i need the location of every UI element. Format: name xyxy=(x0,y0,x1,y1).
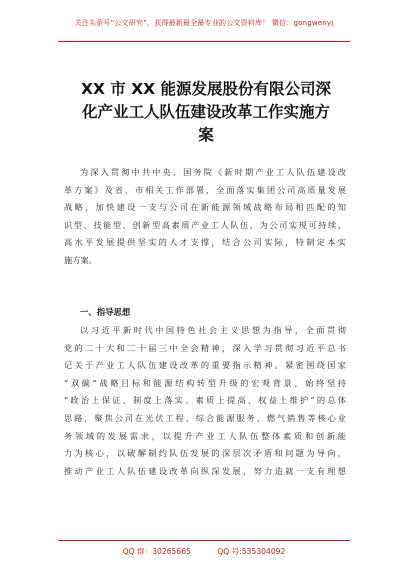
paragraph-line: 识型、技能型、创新型高素质产业工人队伍，为公司实现可持续、 xyxy=(64,219,346,230)
paragraph-line: “政治上保证、制度上落实、素质上提高、权益上维护”的总体 xyxy=(64,395,346,406)
paragraph-line: 以习近平新时代中国特色社会主义思想为指导，全面贯彻 xyxy=(80,325,346,335)
guiding-ideology-paragraph xyxy=(64,322,346,480)
header-divider xyxy=(58,41,350,42)
footer xyxy=(0,546,408,557)
header-banner: 关注头条号“公文研究”，获得最新最全最专业的公文资料库！ 微信：gongwenyj xyxy=(74,19,334,27)
footer-qq-number: QQ 号:535304092 xyxy=(217,547,286,556)
paragraph-line: 党的二十大和二十届三中全会精神，深入学习贯彻习近平总书 xyxy=(64,342,346,353)
paragraph-line: 记关于产业工人队伍建设改革的重要指示精神。紧密围绕国家 xyxy=(64,360,346,371)
footer-divider xyxy=(58,540,350,541)
paragraph-line: 高水平发展提供坚实的人才支撑，结合公司实际，特制定本实 xyxy=(64,237,346,248)
footer-qq-group: QQ 群：30265665 xyxy=(122,547,191,556)
paragraph-line: “双碳”战略目标和能源结构转型升级的宏观背景，始终坚持 xyxy=(64,377,346,388)
paragraph-line: 战略，加快建设一支与公司在新能源领域战略布局相匹配的知 xyxy=(64,202,346,213)
title-line: 化产业工人队伍建设改革工作实施方 xyxy=(81,103,330,121)
title-line: 案 xyxy=(198,126,214,144)
paragraph-line: 施方案。 xyxy=(64,254,97,265)
intro-paragraph xyxy=(64,164,346,270)
paragraph-line: 力为核心，以破解制约队伍发展的深层次矛盾和问题为导向， xyxy=(64,448,346,459)
title-line: XX 市 XX 能源发展股份有限公司深 xyxy=(81,80,331,98)
paragraph-line: 务领域的发展需求，以提升产业工人队伍整体素质和创新能 xyxy=(64,430,346,441)
paragraph-line: 革方案》及省、市相关工作部署，全面落实集团公司高质量发展 xyxy=(64,184,346,195)
paragraph-line: 思路，聚焦公司在光伏工程、综合能源服务、燃气销售等核心业 xyxy=(64,412,346,423)
paragraph-line: 为深入贯彻中共中央、国务院《新时期产业工人队伍建设改 xyxy=(80,167,346,177)
section-heading: 一、指导思想 xyxy=(80,307,131,317)
document-title xyxy=(64,78,348,147)
paragraph-line: 推动产业工人队伍建设改革向纵深发展，努力造就一支有理想 xyxy=(64,465,346,476)
